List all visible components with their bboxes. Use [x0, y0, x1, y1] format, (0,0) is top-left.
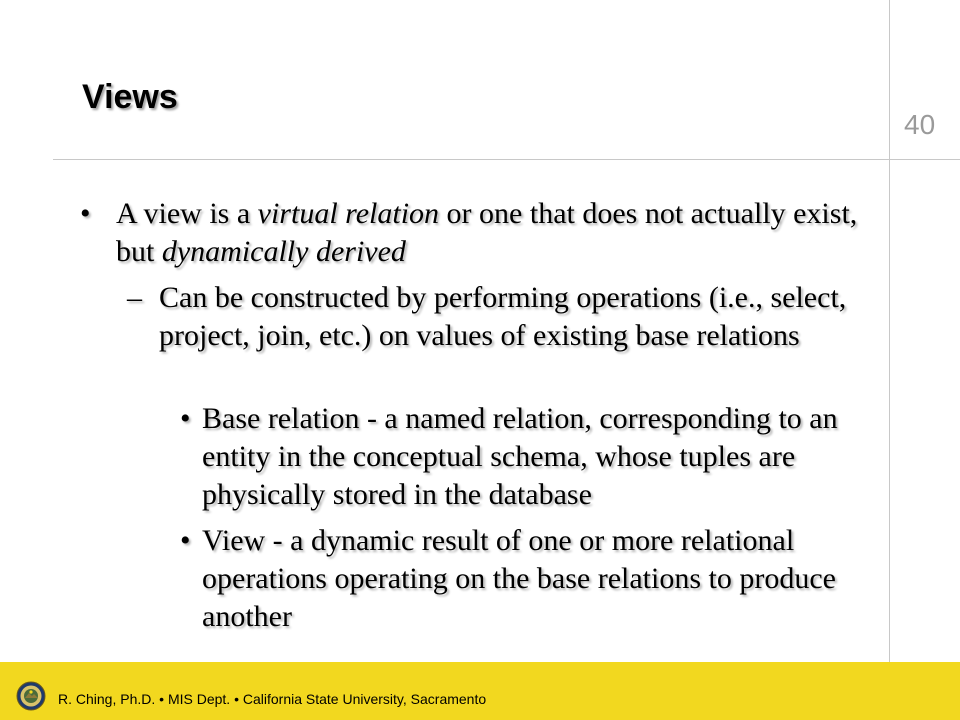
university-seal-icon	[16, 681, 46, 711]
slide-title: Views	[82, 78, 178, 116]
sub-sub-bullet-view	[180, 522, 880, 636]
bullet-text-emphasis: virtual relation	[257, 197, 440, 230]
bullet-view-definition	[80, 195, 860, 271]
bullet-marker: •	[180, 402, 191, 435]
sub-bullet-construction	[127, 279, 867, 355]
vertical-divider	[889, 0, 890, 720]
bullet-text	[116, 195, 860, 271]
bullet-text-emphasis: dynamically derived	[161, 235, 406, 268]
footer-credits: R. Ching, Ph.D. • MIS Dept. • California State University, Sacramento	[58, 691, 487, 707]
horizontal-divider	[53, 159, 960, 160]
page-number: 40	[904, 109, 936, 140]
sub-bullet-text: Can be constructed by performing operations (i.e., select, project, join, etc.) on values of existing base relations	[159, 281, 847, 352]
sub-sub-bullet-base-relation	[180, 400, 880, 514]
bullet-marker: •	[180, 524, 191, 557]
bullet-text-part: or one that does not actually exist, but	[116, 197, 858, 268]
bullet-marker: •	[80, 197, 91, 230]
sub-sub-bullet-text: View - a dynamic result of one or more relational operations operating on the base relations to produce another	[202, 524, 836, 633]
footer-bar	[0, 662, 960, 720]
bullet-text-part: A view is a	[116, 197, 258, 230]
sub-sub-bullet-text: Base relation - a named relation, corresponding to an entity in the conceptual schema, whose tuples are physically stored in the database	[202, 402, 838, 511]
dash-marker: –	[127, 281, 142, 314]
